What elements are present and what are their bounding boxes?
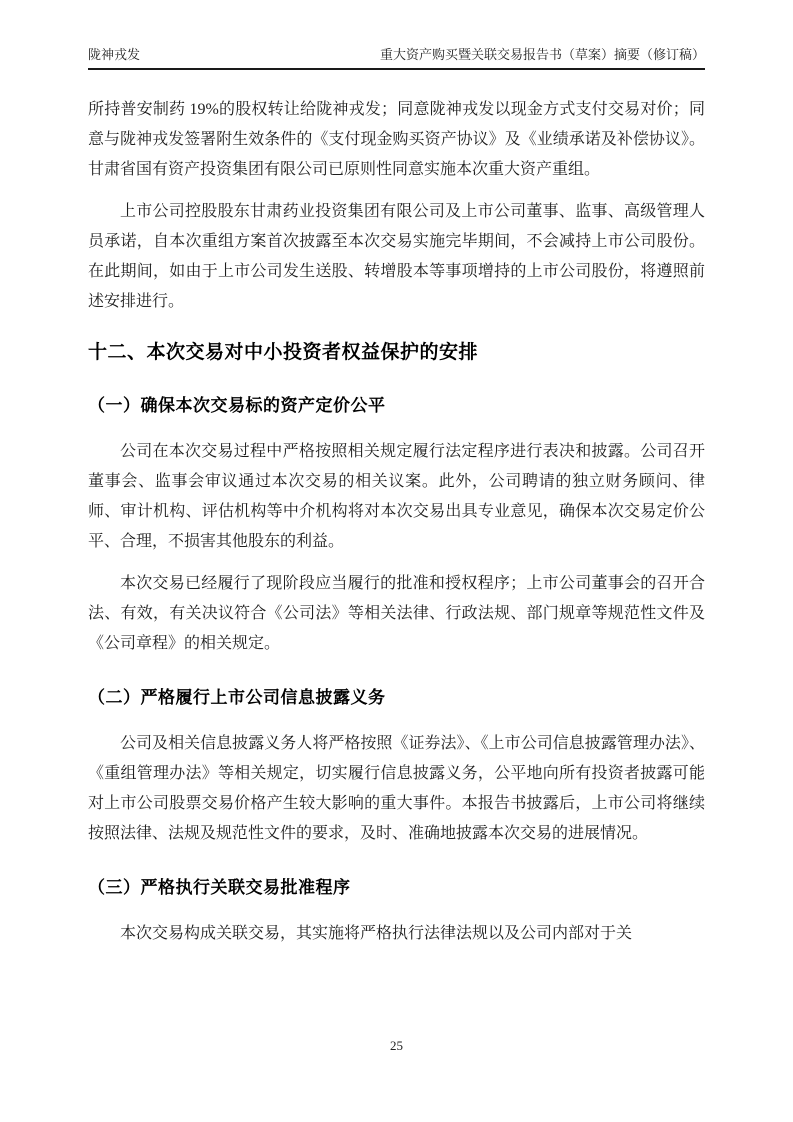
- page-header: [88, 46, 705, 70]
- header-report-title: 重大资产购买暨关联交易报告书（草案）摘要（修订稿）: [379, 47, 705, 62]
- paragraph-continuation: 所持普安制药 19%的股权转让给陇神戎发；同意陇神戎发以现金方式支付交易对价；同意与陇神戎发签署附生效条件的《支付现金购买资产协议》及《业绩承诺及补偿协议》。甘肃省国有资产投资集团有限公司已原则性同意实施本次重大资产重组。: [88, 101, 705, 178]
- paragraph-approval-procedures: 本次交易已经履行了现阶段应当履行的批准和授权程序；上市公司董事会的召开合法、有效，有关决议符合《公司法》等相关法律、行政法规、部门规章等规范性文件及《公司章程》的相关规定。: [88, 575, 705, 652]
- paragraph-shareholder-commitment: 上市公司控股股东甘肃药业投资集团有限公司及上市公司董事、监事、高级管理人员承诺，自本次重组方案首次披露至本次交易实施完毕期间，不会减持上市公司股份。在此期间，如由于上市公司发生送股、转增股本等事项增持的上市公司股份，将遵照前述安排进行。: [88, 203, 705, 310]
- section-heading-12: 十二、本次交易对中小投资者权益保护的安排: [88, 342, 479, 363]
- header-company-name: 陇神戎发: [88, 47, 141, 62]
- document-body: [88, 95, 705, 949]
- paragraph-related-transaction: 本次交易构成关联交易，其实施将严格执行法律法规以及公司内部对于关: [120, 925, 633, 942]
- page-number: 25: [390, 1038, 403, 1053]
- subsection-heading-12-1: （一）确保本次交易标的资产定价公平: [88, 396, 386, 415]
- paragraph-information-disclosure: 公司及相关信息披露义务人将严格按照《证券法》、《上市公司信息披露管理办法》、《重组管理办法》等相关规定，切实履行信息披露义务，公平地向所有投资者披露可能对上市公司股票交易价格产生较大影响的重大事件。本报告书披露后，上市公司将继续按照法律、法规及规范性文件的要求，及时、准确地披露本次交易的进展情况。: [88, 735, 705, 842]
- subsection-heading-12-2: （二）严格履行上市公司信息披露义务: [88, 688, 386, 707]
- page-footer: [0, 1038, 793, 1054]
- subsection-heading-12-3: （三）严格执行关联交易批准程序: [88, 878, 351, 897]
- paragraph-pricing-fairness: 公司在本次交易过程中严格按照相关规定履行法定程序进行表决和披露。公司召开董事会、监事会审议通过本次交易的相关议案。此外，公司聘请的独立财务顾问、律师、审计机构、评估机构等中介机构将对本次交易出具专业意见，确保本次交易定价公平、合理，不损害其他股东的利益。: [88, 443, 705, 550]
